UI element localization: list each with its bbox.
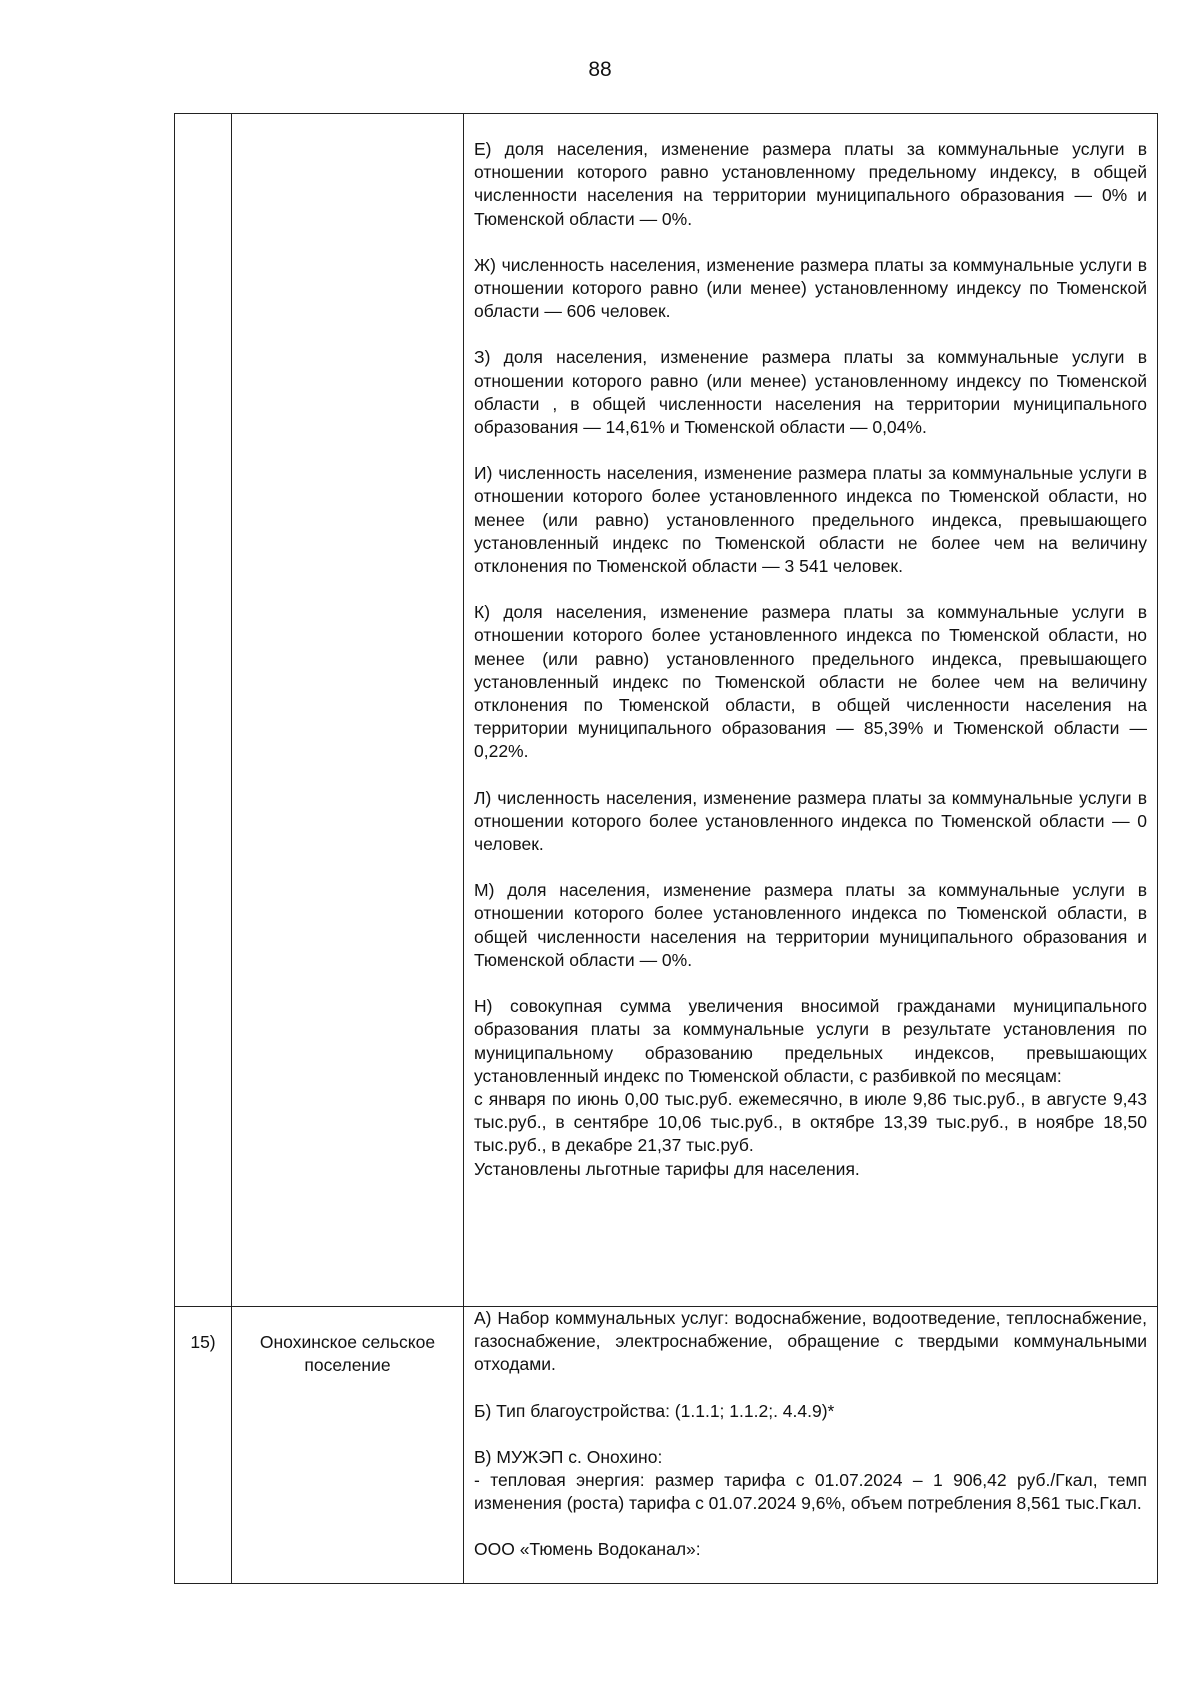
paragraph-ooo: ООО «Тюмень Водоканал»: [474,1539,701,1560]
paragraph-v-heat: - тепловая энергия: размер тарифа с 01.07.2024 – 1 906,42 руб./Гкал, темп изменения (роста) тарифа с 01.07.2024 9,6%, объем потребления 8,561 тыс.Гкал. [474,1470,1147,1514]
paragraph-e: Е) доля населения, изменение размера платы за коммунальные услуги в отношении которого равно установленному предельному индексу, в общей численности населения на территории муниципального образования — 0% и Тюменской области — 0%. [474,139,1147,229]
settlement-name: Онохинское сельское поселение [259,1332,436,1376]
paragraph-z: З) доля населения, изменение размера платы за коммунальные услуги в отношении которого равно (или менее) установленному индексу по Тюменской области , в общей численности населения на территории муниципального образования — 14,61% и Тюменской области — 0,04%. [474,347,1147,438]
row-number-cell [175,1307,232,1584]
table-row [175,114,1158,1307]
paragraph-v [474,1446,1147,1516]
paragraph-a: А) Набор коммунальных услуг: водоснабжение, водоотведение, теплоснабжение, газоснабжение, электроснабжение, обращение с твердыми коммунальными отходами. [474,1308,1147,1375]
paragraph-m: М) доля населения, изменение размера платы за коммунальные услуги в отношении которого более установленного индекса по Тюменской области, в общей численности населения на территории муниципального образования и Тюменской области — 0%. [474,880,1147,970]
row-number: 15) [190,1332,216,1352]
paragraph-b: Б) Тип благоустройства: (1.1.1; 1.1.2;. 4.4.9)* [474,1400,835,1421]
paragraph-n-months: с января по июнь 0,00 тыс.руб. ежемесячно, в июле 9,86 тыс.руб., в августе 9,43 тыс.руб., в сентябре 10,06 тыс.руб., в октябре 13,39 тыс.руб., в ноябре 18,50 тыс.руб., в декабре 21,37 тыс.руб. [474,1088,1147,1156]
paragraph-k: К) доля населения, изменение размера платы за коммунальные услуги в отношении которого более установленного индекса по Тюменской области, но менее (или равно) установленного предельного индекса, превышающего установленный индекс по Тюменской области не более чем на величину отклонения по Тюменской области, в общей численности населения на территории муниципального образования — 85,39% и Тюменской области — 0,22%. [474,602,1147,762]
row-number-cell [175,114,232,1307]
paragraph-l: Л) численность населения, изменение размера платы за коммунальные услуги в отношении которого более установленного индекса по Тюменской области — 0 человек. [474,787,1147,855]
paragraph-v-title: В) МУЖЭП с. Онохино: [474,1446,663,1467]
table-row [175,1307,1158,1584]
paragraph-n-intro: Н) совокупная сумма увеличения вносимой гражданами муниципального образования платы за коммунальные услуги в результате установления по муниципальному образованию предельных индексов, превышающих установленный индекс по Тюменской области, с разбивкой по месяцам: [474,996,1147,1086]
indicators-cell [464,114,1158,1307]
settlement-name [232,114,463,138]
row-number [175,114,231,138]
paragraph-zh: Ж) численность населения, изменение размера платы за коммунальные услуги в отношении которого равно (или менее) установленному индексу по Тюменской области — 606 человек. [474,254,1147,322]
settlement-name-cell [232,1307,464,1584]
settlement-name-cell [232,114,464,1307]
municipal-tariff-table [174,113,1158,1584]
indicators-cell [464,1307,1158,1584]
page-number: 88 [588,58,612,81]
paragraph-n-note: Установлены льготные тарифы для населения. [474,1158,860,1179]
paragraph-i: И) численность населения, изменение размера платы за коммунальные услуги в отношении которого более установленного индекса по Тюменской области, но менее (или равно) установленного предельного индекса, превышающего установленный индекс по Тюменской области не более чем на величину отклонения по Тюменской области — 3 541 человек. [474,463,1147,577]
